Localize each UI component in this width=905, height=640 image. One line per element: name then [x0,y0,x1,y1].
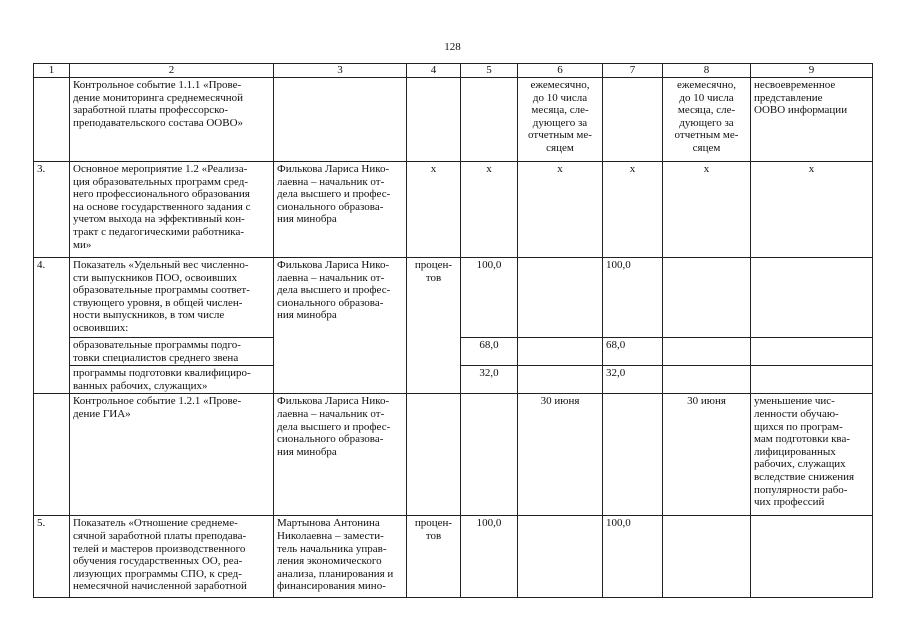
activity-name-cell: Показатель «Отношение среднеме- сячной заработной платы преподава- телей и мастеров производственного обучения государственных ОО, реа- лизующих программы СПО, к сред- немесячной начисленной заработной [70,516,274,598]
value-cell: 68,0 [603,338,663,366]
deadline-cell: 30 июня [518,394,603,516]
responsible-cell: Мартынова Антонина Николаевна – замести- тель начальника управ- ления экономического анализа, планирования и финансирования мино- [274,516,407,598]
risk-cell: уменьшение чис- ленности обучаю- щихся по програм- мам подготовки ква- лифицированных рабочих, служащих вследствие снижения популярности рабо- чих профессий [751,394,873,516]
header-cell: 9 [751,64,873,78]
value-cell: 100,0 [603,516,663,598]
activity-name-cell: Показатель «Удельный вес численно- сти выпускников ПОО, освоивших образовательные программы соответ- ствующего уровня, в общей числен- ности выпускников, в том числе освоивших: [70,258,274,338]
value-cell [603,78,663,162]
deadline-cell [663,338,751,366]
deadline-cell: ежемесячно, до 10 числа месяца, сле- дующего за отчетным ме- сяцем [663,78,751,162]
responsible-cell [274,78,407,162]
unit-cell: процен- тов [407,516,461,598]
table-row [34,162,873,258]
header-cell: 5 [461,64,518,78]
deadline-cell: 30 июня [663,394,751,516]
row-number-cell: 3. [34,162,70,258]
row-number-cell: 5. [34,516,70,598]
responsible-cell: Филькова Лариса Нико- лаевна – начальник от- дела высшего и профес- сионального образова- ния минобра [274,162,407,258]
deadline-cell [518,516,603,598]
value-cell [603,394,663,516]
header-cell: 4 [407,64,461,78]
header-cell: 8 [663,64,751,78]
risk-cell [751,516,873,598]
unit-cell [407,78,461,162]
value-cell: х [603,162,663,258]
deadline-cell: ежемесячно, до 10 числа месяца, сле- дующего за отчетным ме- сяцем [518,78,603,162]
header-cell: 6 [518,64,603,78]
activity-name-cell: Основное мероприятие 1.2 «Реализа- ция образовательных программ сред- него профессионального образования на основе государственного задания с учетом выхода на эффективный кон- тракт с педагогическими работника- ми» [70,162,274,258]
row-number-cell [34,394,70,516]
risk-cell [751,258,873,338]
column-number-row [34,64,873,78]
value-cell: 68,0 [461,338,518,366]
responsible-cell: Филькова Лариса Нико- лаевна – начальник от- дела высшего и профес- сионального образова- ния минобра [274,258,407,394]
activity-name-cell: программы подготовки квалифициро- ванных рабочих, служащих» [70,366,274,394]
table-row [34,394,873,516]
risk-cell [751,338,873,366]
table-row [34,516,873,598]
table-row [34,78,873,162]
row-number-cell: 4. [34,258,70,394]
value-cell: 32,0 [461,366,518,394]
risk-cell [751,366,873,394]
responsible-cell: Филькова Лариса Нико- лаевна – начальник от- дела высшего и профес- сионального образова- ния минобра [274,394,407,516]
activity-name-cell: Контрольное событие 1.1.1 «Прове- дение мониторинга среднемесячной заработной платы профессорско- преподавательского состава ООВО» [70,78,274,162]
page-number: 128 [444,41,461,53]
value-cell: 100,0 [461,258,518,338]
header-cell: 3 [274,64,407,78]
value-cell [461,78,518,162]
table-row [34,258,873,338]
deadline-cell [663,516,751,598]
deadline-cell [518,258,603,338]
activity-name-cell: образовательные программы подго- товки специалистов среднего звена [70,338,274,366]
unit-cell: процен- тов [407,258,461,394]
value-cell: 100,0 [603,258,663,338]
plan-table [33,63,873,598]
unit-cell [407,394,461,516]
value-cell: 100,0 [461,516,518,598]
unit-cell: х [407,162,461,258]
activity-name-cell: Контрольное событие 1.2.1 «Прове- дение ГИА» [70,394,274,516]
risk-cell: несвоевременное представление ООВО информации [751,78,873,162]
deadline-cell [663,366,751,394]
header-cell: 2 [70,64,274,78]
row-number-cell [34,78,70,162]
value-cell: 32,0 [603,366,663,394]
deadline-cell [518,366,603,394]
value-cell [461,394,518,516]
deadline-cell [663,258,751,338]
header-cell: 7 [603,64,663,78]
deadline-cell [518,338,603,366]
risk-cell: х [751,162,873,258]
deadline-cell: х [518,162,603,258]
value-cell: х [461,162,518,258]
deadline-cell: х [663,162,751,258]
header-cell: 1 [34,64,70,78]
